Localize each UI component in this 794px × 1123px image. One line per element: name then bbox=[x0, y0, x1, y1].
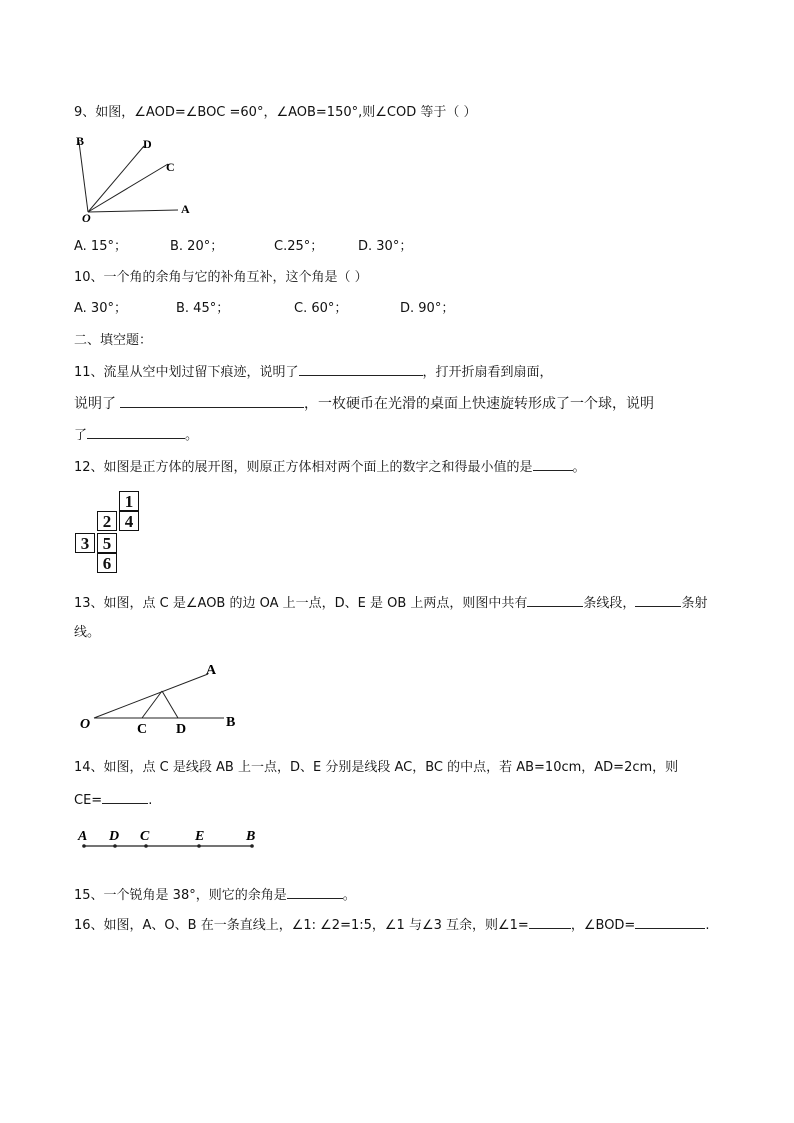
q12-text-2: 。 bbox=[572, 460, 586, 475]
segment-CE bbox=[142, 691, 162, 718]
q14-segment-diagram bbox=[76, 826, 266, 856]
q13-diagram bbox=[76, 660, 246, 740]
q15-stem bbox=[74, 885, 356, 905]
q14-label-E: E bbox=[195, 829, 205, 844]
q9-option-d[interactable]: D. 30°； bbox=[358, 239, 413, 254]
q16-text-1: 16、如图，A、O、B 在一条直线上，∠1: ∠2=1:5，∠1 与∠3 互余，则∠1= bbox=[74, 918, 529, 933]
q13-blank-1[interactable] bbox=[527, 593, 583, 607]
q13-line1 bbox=[74, 593, 707, 613]
cube-face-6: 6 bbox=[97, 553, 117, 573]
q11-line2 bbox=[74, 394, 654, 413]
segment-CD bbox=[162, 691, 178, 718]
q11-blank-2[interactable] bbox=[120, 394, 304, 408]
q9-label-C: C bbox=[166, 160, 175, 174]
q12-text-1: 12、如图是正方体的展开图，则原正方体相对两个面上的数字之和得最小值的是 bbox=[74, 460, 533, 475]
q16-text-2: ，∠BOD= bbox=[570, 918, 636, 933]
q10-option-a[interactable]: A. 30°； bbox=[74, 301, 127, 316]
q12-blank[interactable] bbox=[533, 457, 573, 471]
q14-label-B: B bbox=[246, 829, 256, 844]
q11-text-3: 说明了 bbox=[74, 396, 116, 412]
q11-blank-1[interactable] bbox=[299, 362, 423, 376]
q9-label-B: B bbox=[76, 134, 85, 148]
q11-text-2: ，打开折扇看到扇面， bbox=[422, 365, 553, 380]
q14-text-2: . bbox=[148, 793, 153, 808]
q13-text-1: 13、如图，点 C 是∠AOB 的边 OA 上一点，D、E 是 OB 上两点，则图中共有 bbox=[74, 596, 528, 611]
q15-blank[interactable] bbox=[287, 885, 343, 899]
ray-OC bbox=[88, 164, 168, 212]
q9-label-O: O bbox=[82, 211, 91, 225]
ray-OB bbox=[79, 142, 88, 212]
q9-options bbox=[74, 238, 412, 256]
q9-option-c[interactable]: C.25°； bbox=[274, 239, 324, 254]
q14-blank[interactable] bbox=[102, 790, 148, 804]
q16-text-3: . bbox=[705, 918, 710, 933]
q16-blank-2[interactable] bbox=[635, 915, 705, 929]
q10-option-b[interactable]: B. 45°； bbox=[176, 301, 230, 316]
cube-face-4: 4 bbox=[119, 511, 139, 531]
point-B bbox=[250, 844, 254, 848]
q9-label-D: D bbox=[143, 137, 152, 151]
q11-line1 bbox=[74, 362, 553, 382]
q16-blank-1[interactable] bbox=[529, 915, 571, 929]
q13-label-A: A bbox=[206, 663, 217, 678]
q11-blank-3[interactable] bbox=[87, 425, 185, 439]
q13-label-O: O bbox=[80, 717, 91, 732]
cube-face-5: 5 bbox=[97, 533, 117, 553]
q13-label-D: D bbox=[176, 722, 187, 737]
q13-text-3: 条射 bbox=[681, 596, 708, 611]
q14-line2 bbox=[74, 790, 152, 810]
q10-options bbox=[74, 300, 454, 318]
q9-label-A: A bbox=[181, 202, 190, 216]
q11-text-5: 了 bbox=[74, 428, 88, 443]
q14-label-A: A bbox=[78, 829, 88, 844]
q9-stem: 9、如图，∠AOD=∠BOC =60°，∠AOB=150°,则∠COD 等于（ ） bbox=[74, 105, 477, 120]
cube-net bbox=[74, 491, 144, 575]
q13-line2: 线。 bbox=[74, 625, 101, 640]
q9-option-a[interactable]: A. 15°； bbox=[74, 239, 127, 254]
point-E bbox=[197, 844, 201, 848]
q15-text-2: 。 bbox=[342, 888, 356, 903]
q12-stem bbox=[74, 457, 586, 477]
q13-text-2: 条线段， bbox=[583, 596, 636, 611]
q11-text-4: ，一枚硬币在光滑的桌面上快速旋转形成了一个球，说明 bbox=[304, 396, 654, 412]
ray-OA bbox=[94, 674, 208, 718]
q11-line3 bbox=[74, 425, 198, 445]
q11-text-1: 11、流星从空中划过留下痕迹，说明了 bbox=[74, 365, 299, 380]
q15-text-1: 15、一个锐角是 38°，则它的余角是 bbox=[74, 888, 287, 903]
q13-label-C: C bbox=[137, 722, 148, 737]
point-C bbox=[144, 844, 148, 848]
q14-label-D: D bbox=[109, 829, 120, 844]
section-title: 二、填空题： bbox=[74, 333, 153, 348]
q11-text-6: 。 bbox=[185, 428, 199, 443]
point-A bbox=[82, 844, 86, 848]
q9-option-b[interactable]: B. 20°； bbox=[170, 239, 224, 254]
q10-stem: 10、一个角的余角与它的补角互补，这个角是（ ） bbox=[74, 270, 368, 285]
q14-text-1: CE= bbox=[74, 793, 103, 808]
q13-label-B: B bbox=[226, 715, 236, 730]
q9-angle-diagram bbox=[70, 130, 210, 230]
cube-face-3: 3 bbox=[75, 533, 95, 553]
cube-face-1: 1 bbox=[119, 491, 139, 511]
q14-label-C: C bbox=[140, 829, 150, 844]
point-D bbox=[113, 844, 117, 848]
cube-face-2: 2 bbox=[97, 511, 117, 531]
ray-OA bbox=[88, 210, 178, 212]
ray-OD bbox=[88, 146, 144, 212]
q13-blank-2[interactable] bbox=[635, 593, 681, 607]
q14-line1: 14、如图，点 C 是线段 AB 上一点，D、E 分别是线段 AC，BC 的中点，若 AB=10cm，AD=2cm，则 bbox=[74, 760, 679, 775]
q10-option-c[interactable]: C. 60°； bbox=[294, 301, 348, 316]
q10-option-d[interactable]: D. 90°； bbox=[400, 301, 455, 316]
q16-stem bbox=[74, 915, 709, 935]
